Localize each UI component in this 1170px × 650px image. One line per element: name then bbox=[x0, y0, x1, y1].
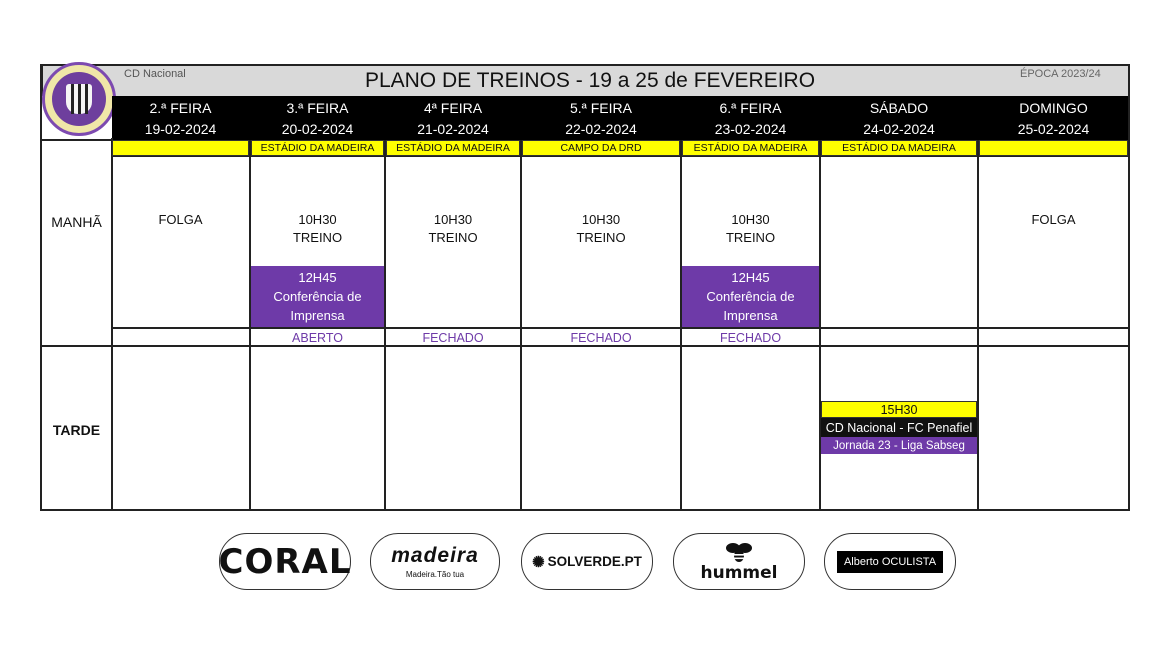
day-name: SÁBADO bbox=[869, 100, 929, 116]
press-time: 12H45 bbox=[298, 270, 337, 285]
bee-icon bbox=[724, 541, 754, 563]
day-name: 5.ª FEIRA bbox=[570, 100, 632, 116]
morning-time: 10H30 bbox=[298, 212, 337, 227]
venue-label: CAMPO DA DRD bbox=[522, 140, 680, 156]
label-col-divider bbox=[111, 138, 113, 511]
day-name: 3.ª FEIRA bbox=[286, 100, 349, 116]
match-competition: Jornada 23 - Liga Sabseg bbox=[821, 437, 977, 454]
morning-activity: TREINO bbox=[428, 230, 478, 245]
season-label: ÉPOCA 2023/24 bbox=[1020, 68, 1101, 80]
day-date: 25-02-2024 bbox=[1017, 121, 1090, 137]
sponsor-solverde-logo bbox=[521, 533, 653, 590]
sun-icon: ✺ bbox=[532, 553, 545, 571]
day-date: 21-02-2024 bbox=[417, 121, 489, 137]
col-divider bbox=[977, 140, 979, 511]
crest-stripe bbox=[78, 84, 81, 114]
col-divider bbox=[819, 140, 821, 511]
access-status: ABERTO bbox=[292, 330, 343, 345]
match-time: 15H30 bbox=[821, 401, 977, 418]
venue-label: ESTÁDIO DA MADEIRA bbox=[386, 140, 520, 156]
col-divider bbox=[520, 140, 522, 511]
morning-time: 10H30 bbox=[731, 212, 770, 227]
press-conference-block bbox=[251, 266, 384, 327]
page-title: PLANO DE TREINOS - 19 a 25 de FEVEREIRO bbox=[364, 69, 816, 92]
press-time: 12H45 bbox=[731, 270, 770, 285]
morning-activity: FOLGA bbox=[1031, 212, 1076, 227]
row-label-morning: MANHÃ bbox=[51, 214, 102, 230]
morning-time: 10H30 bbox=[581, 212, 621, 227]
madeira-tagline: Madeira.Tão tua bbox=[405, 570, 465, 579]
hummel-wordmark: hummel bbox=[700, 562, 778, 583]
row-label-afternoon: TARDE bbox=[52, 422, 101, 438]
logo-divider bbox=[40, 139, 112, 141]
day-name: 2.ª FEIRA bbox=[149, 100, 212, 116]
madeira-wordmark: madeira bbox=[391, 544, 479, 567]
day-name: DOMINGO bbox=[1019, 100, 1088, 116]
day-name: 4ª FEIRA bbox=[423, 100, 483, 116]
morning-activity: FOLGA bbox=[158, 212, 203, 227]
morning-time: 10H30 bbox=[433, 212, 473, 227]
club-name: CD Nacional bbox=[124, 68, 186, 80]
day-date: 20-02-2024 bbox=[281, 121, 354, 137]
sponsor-alberto-logo bbox=[824, 533, 956, 590]
day-date: 22-02-2024 bbox=[565, 121, 637, 137]
solverde-wordmark: SOLVERDE.PT bbox=[547, 554, 642, 569]
col-divider bbox=[384, 140, 386, 511]
access-status: FECHADO bbox=[422, 330, 484, 345]
grid-border-left bbox=[40, 64, 42, 511]
venue-label bbox=[112, 140, 249, 156]
morning-activity: TREINO bbox=[725, 230, 776, 245]
morning-activity: TREINO bbox=[292, 230, 343, 245]
day-date: 23-02-2024 bbox=[714, 121, 787, 137]
crest-stripe bbox=[85, 84, 88, 114]
grid-border-bottom bbox=[40, 509, 1130, 511]
crest-stripe bbox=[71, 84, 74, 114]
sponsor-hummel-logo bbox=[673, 533, 805, 590]
match-teams: CD Nacional - FC Penafiel bbox=[821, 418, 977, 437]
press-label: Conferência de Imprensa bbox=[706, 289, 795, 323]
press-label: Conferência de Imprensa bbox=[273, 289, 362, 323]
alberto-wordmark: Alberto OCULISTA bbox=[837, 551, 943, 573]
access-status: FECHADO bbox=[719, 330, 782, 345]
venue-label bbox=[979, 140, 1128, 156]
press-conference-block bbox=[682, 266, 819, 327]
day-name: 6.ª FEIRA bbox=[719, 100, 782, 116]
day-date: 19-02-2024 bbox=[144, 121, 217, 137]
morning-activity: TREINO bbox=[576, 230, 626, 245]
venue-label: ESTÁDIO DA MADEIRA bbox=[682, 140, 819, 156]
sponsor-coral-logo: CORAL bbox=[219, 533, 351, 590]
grid-border-right bbox=[1128, 64, 1130, 511]
day-date: 24-02-2024 bbox=[863, 121, 935, 137]
access-status: FECHADO bbox=[570, 330, 632, 345]
venue-label: ESTÁDIO DA MADEIRA bbox=[821, 140, 977, 156]
venue-label: ESTÁDIO DA MADEIRA bbox=[251, 140, 384, 156]
sponsor-madeira-logo bbox=[370, 533, 500, 590]
